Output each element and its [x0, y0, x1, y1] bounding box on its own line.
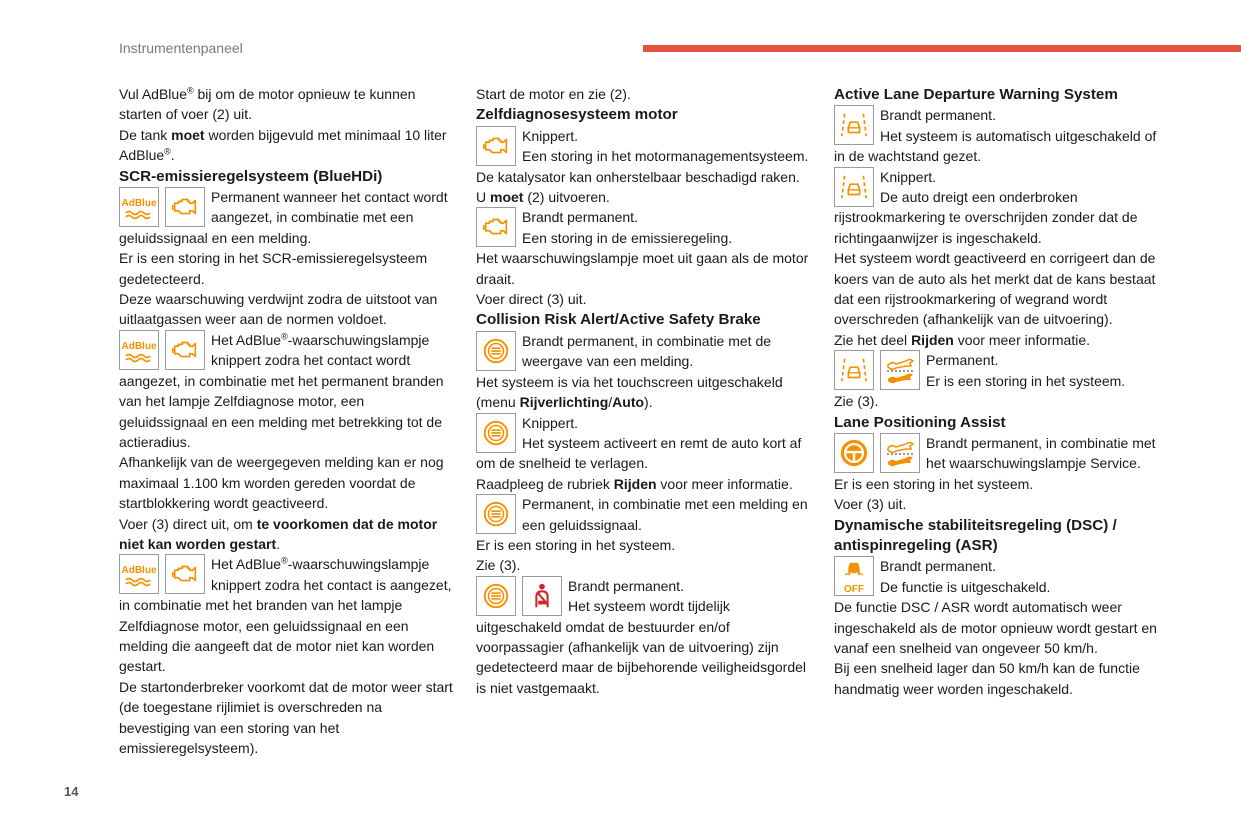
heading-collision: Collision Risk Alert/Active Safety Brake	[476, 311, 761, 329]
paragraph: Zie (3).	[834, 393, 879, 410]
paragraph: Permanent.	[926, 352, 999, 369]
column-1	[119, 84, 453, 758]
heading-scr: SCR-emissieregelsysteem (BlueHDi)	[119, 167, 383, 185]
paragraph: Zie het deel Rijden voor meer informatie.	[834, 331, 1091, 348]
paragraph: De katalysator kan onherstelbaar beschadigd raken.	[476, 168, 800, 185]
indicator-row	[476, 126, 810, 167]
heading-lane-departure: Active Lane Departure Warning System	[834, 86, 1118, 103]
svg-text:AdBlue: AdBlue	[121, 565, 157, 577]
paragraph: Een storing in het motormanagementsysteem.	[522, 148, 809, 165]
adblue-icon	[119, 187, 159, 227]
paragraph: Permanent wanneer het contact wordt aangezet, in combinatie met een geluidssignaal en een melding.	[119, 189, 448, 246]
paragraph: De auto dreigt een onderbroken rijstrookmarkering te overschrijden zonder dat de richtingaanwijzer is ingeschakeld.	[834, 189, 1138, 246]
brake-warning-icon	[476, 331, 516, 371]
indicator-row	[476, 413, 810, 474]
page-number: 14	[64, 784, 79, 799]
paragraph: Het AdBlue®-waarschuwingslampje knippert zodra het contact wordt aangezet, in combinatie met het permanent branden van het lampje Zelfdiagnose motor, een geluidssignaal en een melding met betrekking tot de actieradius.	[119, 331, 444, 450]
svg-text:AdBlue: AdBlue	[121, 340, 157, 352]
paragraph: De functie is uitgeschakeld.	[880, 578, 1051, 595]
paragraph: Knippert.	[522, 127, 579, 144]
paragraph: Raadpleeg de rubriek Rijden voor meer informatie.	[476, 475, 793, 492]
brake-warning-icon	[476, 494, 516, 534]
engine-icon	[165, 554, 205, 594]
heading-lane-positioning: Lane Positioning Assist	[834, 413, 1006, 431]
paragraph: Het waarschuwingslampje moet uit gaan als de motor draait.	[476, 250, 809, 287]
engine-icon	[165, 187, 205, 227]
paragraph: Het systeem is automatisch uitgeschakeld of in de wachtstand gezet.	[834, 127, 1157, 165]
paragraph: Brandt permanent.	[880, 107, 996, 124]
indicator-row	[119, 330, 453, 452]
paragraph: Er is een storing in het systeem.	[926, 372, 1126, 389]
paragraph: Het systeem wordt geactiveerd en corrigeert dan de koers van de auto als het merkt dat de kans bestaat dat een rijstrookmarkering of wegrand wordt overschreden (afhankelijk van de uitvoering).	[834, 250, 1156, 328]
indicator-row	[476, 331, 810, 372]
indicator-row	[834, 556, 1168, 597]
seatbelt-icon	[522, 576, 562, 616]
dsc-off-icon	[834, 556, 874, 596]
paragraph: Het systeem is via het touchscreen uitgeschakeld (menu Rijverlichting/Auto).	[476, 373, 783, 411]
paragraph: Er is een storing in het systeem.	[834, 475, 1034, 492]
indicator-row	[119, 187, 453, 248]
indicator-row	[119, 554, 453, 676]
paragraph: De functie DSC / ASR wordt automatisch weer ingeschakeld als de motor opnieuw wordt gestart en vanaf een snelheid van ongeveer 50 km/h.	[834, 599, 1157, 656]
heading-dsc: Dynamische stabiliteitsregeling (DSC) / antispinregeling (ASR)	[834, 516, 1117, 554]
column-3	[834, 84, 1168, 699]
indicator-row	[834, 350, 1168, 391]
heading-self-diagnosis: Zelfdiagnosesysteem motor	[476, 106, 678, 124]
adblue-icon	[119, 330, 159, 370]
service-wrench-icon	[880, 350, 920, 390]
paragraph: Er is een storing in het SCR-emissieregelsysteem gedetecteerd.	[119, 250, 428, 287]
paragraph: Het systeem activeert en remt de auto kort af om de snelheid te verlagen.	[476, 434, 802, 472]
paragraph: Zie (3).	[476, 557, 521, 574]
paragraph: Start de motor en zie (2).	[476, 86, 631, 102]
paragraph: Een storing in de emissieregeling.	[522, 229, 733, 246]
lane-departure-icon	[834, 350, 874, 390]
paragraph: Deze waarschuwing verdwijnt zodra de uitstoot van uitlaatgassen weer aan de normen voldoet.	[119, 291, 438, 328]
engine-icon	[476, 126, 516, 166]
paragraph: Bij een snelheid lager dan 50 km/h kan de functie handmatig weer worden ingeschakeld.	[834, 660, 1140, 697]
lane-departure-icon	[834, 105, 874, 145]
svg-text:OFF: OFF	[844, 584, 864, 595]
service-wrench-icon	[880, 433, 920, 473]
engine-icon	[165, 330, 205, 370]
paragraph: Voer (3) direct uit, om te voorkomen dat de motor niet kan worden gestart.	[119, 515, 438, 552]
paragraph: Het AdBlue®-waarschuwingslampje knippert zodra het contact is aangezet, in combinatie met het branden van het lampje Zelfdiagnose motor, een geluidssignaal en een melding die aangeeft dat de motor niet kan worden gestart.	[119, 555, 452, 675]
brake-warning-icon	[476, 576, 516, 616]
brake-warning-icon	[476, 413, 516, 453]
indicator-row	[834, 167, 1168, 249]
paragraph: Het systeem wordt tijdelijk uitgeschakeld omdat de bestuurder en/of voorpassagier (afhankelijk van de uitvoering) zijn gedetecteerd maar de bijbehorende veiligheidsgordel is niet vastgemaakt.	[476, 598, 807, 696]
engine-icon	[476, 207, 516, 247]
indicator-row	[476, 494, 810, 535]
paragraph: Brandt permanent.	[880, 558, 996, 575]
adblue-icon	[119, 554, 159, 594]
indicator-row	[476, 207, 810, 248]
paragraph: Voer (3) uit.	[834, 496, 907, 513]
paragraph: Er is een storing in het systeem.	[476, 536, 676, 553]
paragraph: Brandt permanent.	[522, 209, 638, 226]
paragraph: Vul AdBlue® bij om de motor opnieuw te kunnen starten of voer (2) uit.	[119, 85, 416, 123]
paragraph: Afhankelijk van de weergegeven melding kan er nog maximaal 1.100 km worden gereden voordat de startblokkering wordt geactiveerd.	[119, 454, 444, 512]
paragraph: Brandt permanent, in combinatie met het waarschuwingslampje Service.	[926, 434, 1156, 472]
indicator-row	[476, 576, 810, 698]
header-accent-bar	[643, 45, 1241, 52]
lane-departure-icon	[834, 167, 874, 207]
paragraph: Knippert.	[880, 168, 937, 185]
steering-wheel-icon	[834, 433, 874, 473]
paragraph: Knippert.	[522, 414, 579, 431]
paragraph: U moet (2) uitvoeren.	[476, 189, 610, 206]
paragraph: De startonderbreker voorkomt dat de motor weer start (de toegestane rijlimiet is overschreden na bevestiging van een storing van het emissieregelsysteem).	[119, 678, 453, 756]
column-2	[476, 84, 810, 698]
paragraph: Permanent, in combinatie met een melding en een geluidssignaal.	[522, 496, 808, 533]
paragraph: Brandt permanent, in combinatie met de weergave van een melding.	[522, 332, 772, 370]
indicator-row	[834, 433, 1168, 474]
paragraph: Brandt permanent.	[568, 577, 684, 594]
section-header: Instrumentenpaneel	[119, 40, 243, 56]
svg-text:AdBlue: AdBlue	[121, 198, 157, 210]
paragraph: Voer direct (3) uit.	[476, 291, 587, 308]
indicator-row	[834, 105, 1168, 166]
paragraph: De tank moet worden bijgevuld met minimaal 10 liter AdBlue®.	[119, 126, 447, 164]
